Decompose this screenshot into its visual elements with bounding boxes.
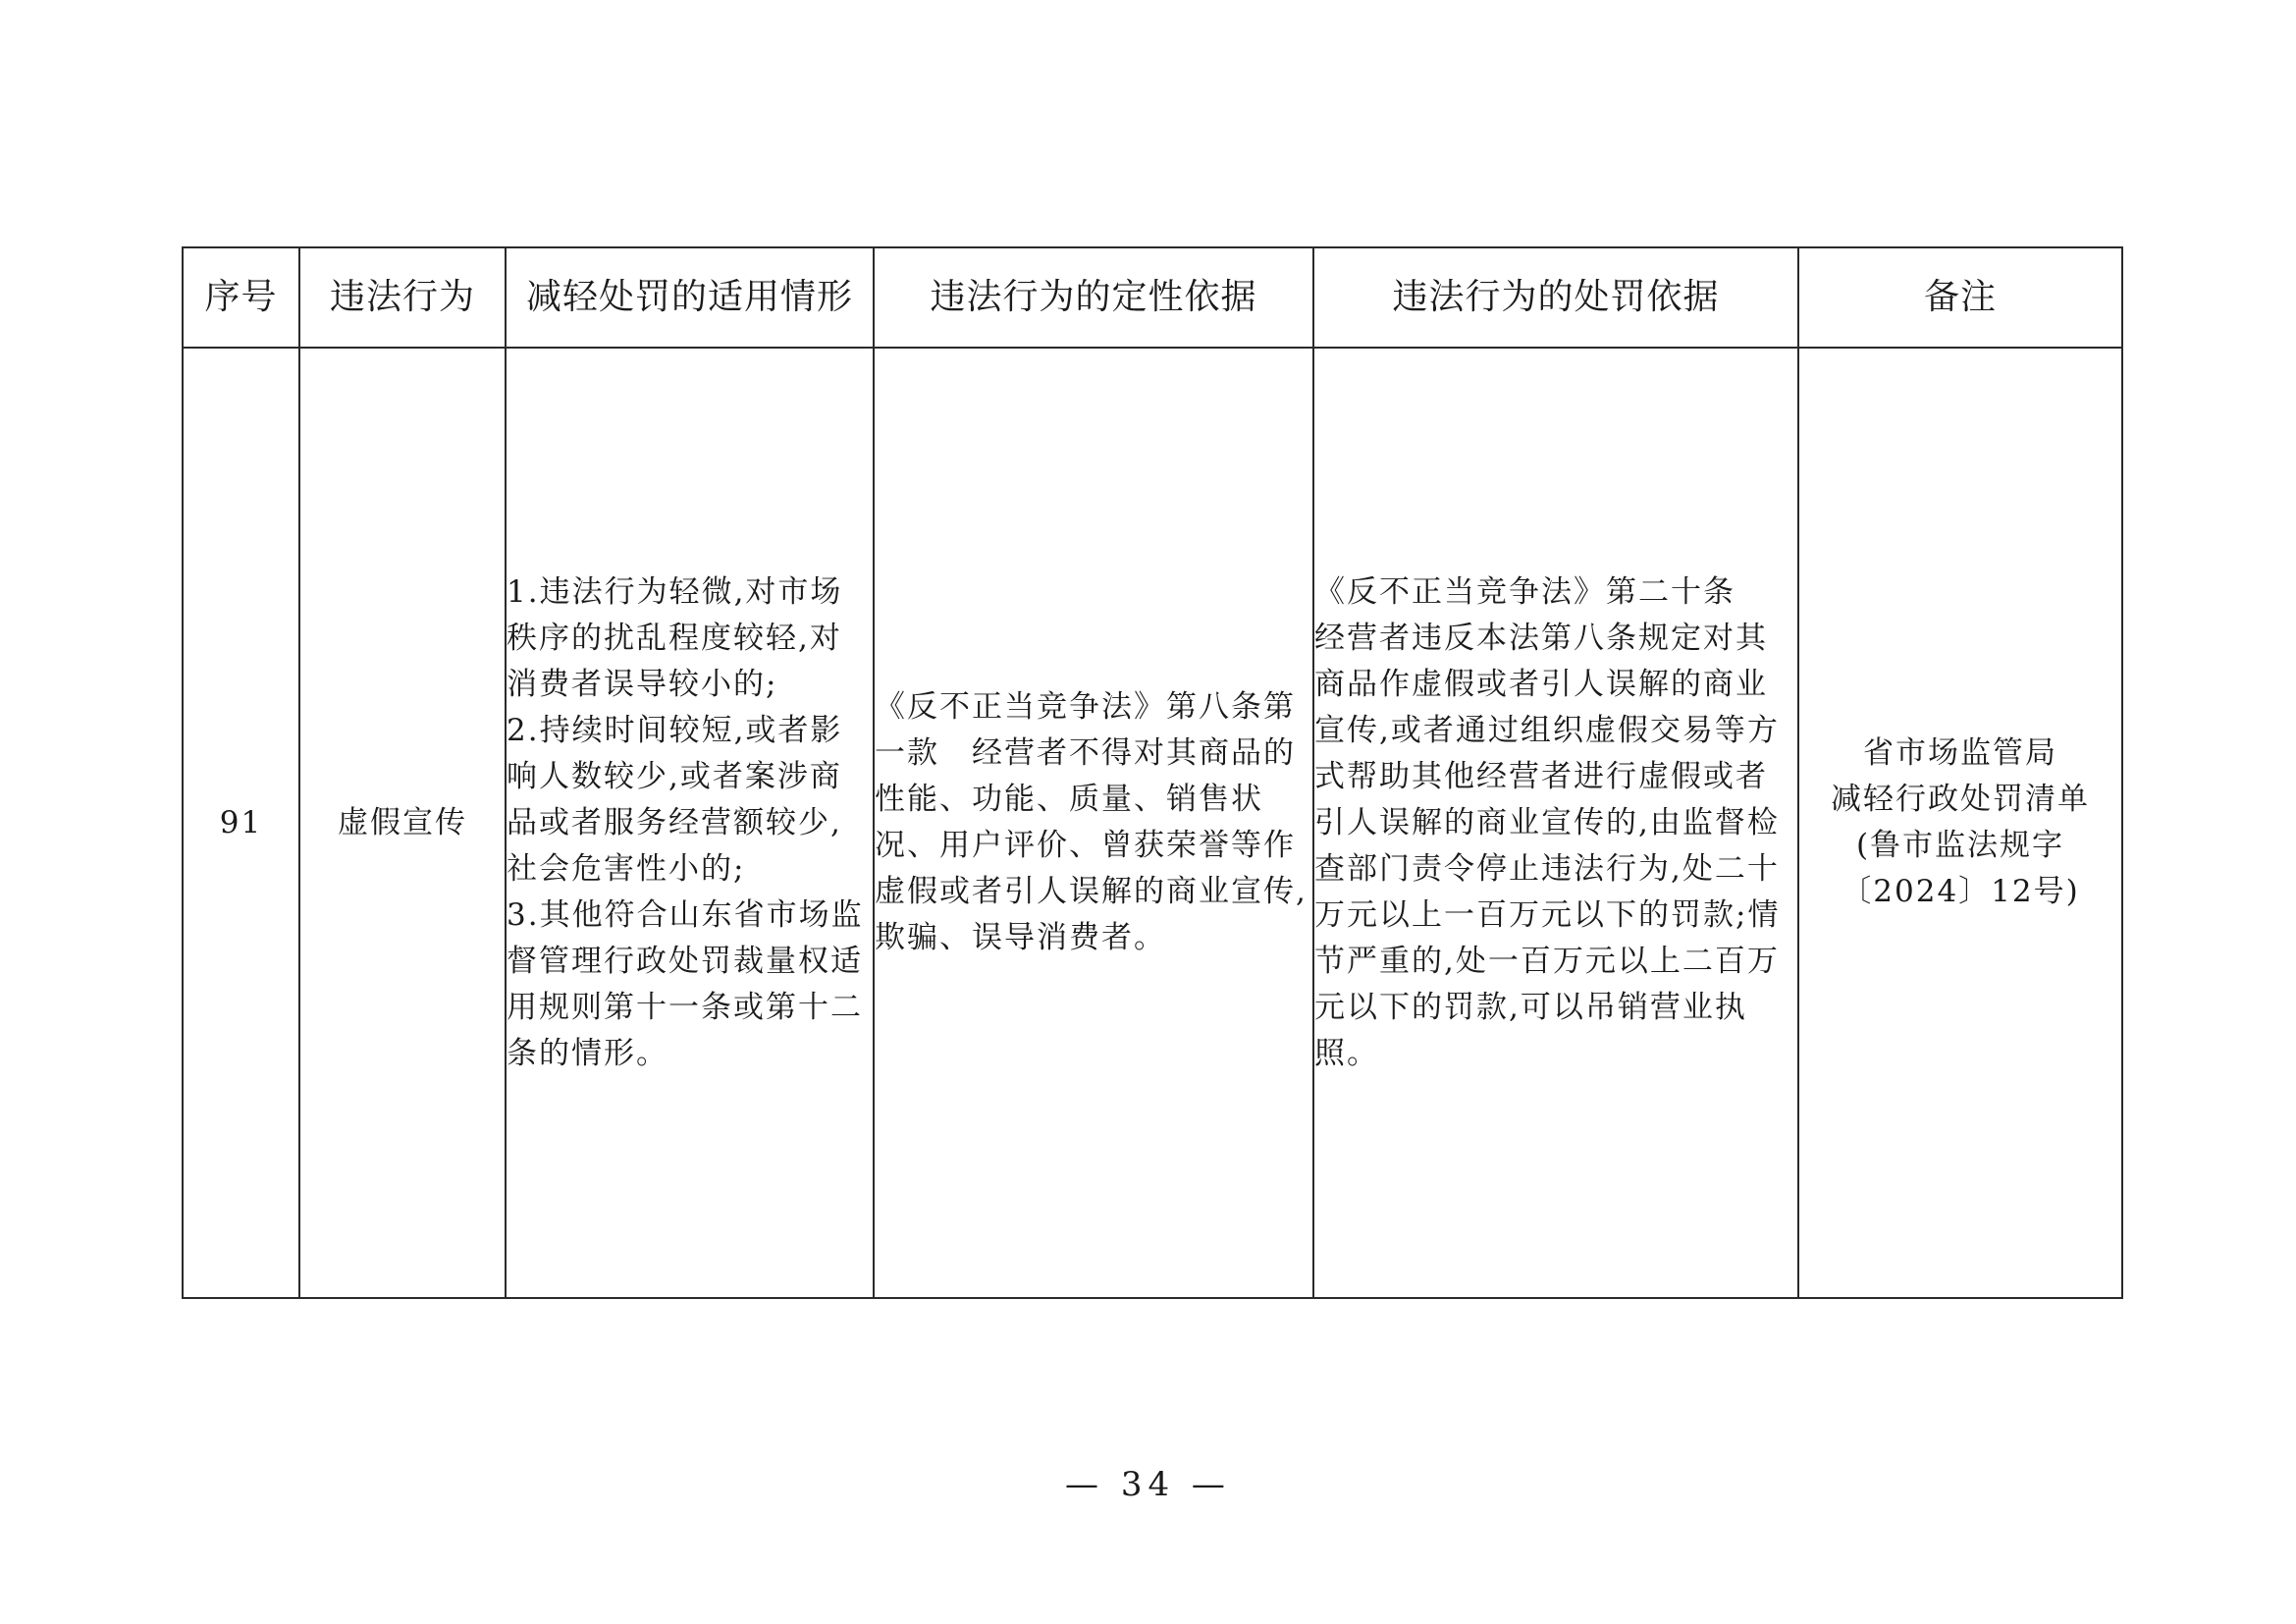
cell-serial-number: 91	[183, 348, 299, 1298]
table-row	[183, 348, 2122, 1298]
header-remarks: 备注	[1798, 247, 2122, 348]
header-penalty-basis: 违法行为的处罚依据	[1313, 247, 1798, 348]
table-header	[183, 247, 2122, 348]
header-qualitative-basis: 违法行为的定性依据	[874, 247, 1313, 348]
penalty-reduction-table	[182, 246, 2123, 1299]
circumstance-item: 2.持续时间较短,或者影响人数较少,或者案涉商品或者服务经营额较少,社会危害性小的;	[507, 712, 843, 887]
cell-violation: 虚假宣传	[299, 348, 506, 1298]
header-serial-number: 序号	[183, 247, 299, 348]
circumstance-item: 3.其他符合山东省市场监督管理行政处罚裁量权适用规则第十一条或第十二条的情形。	[507, 896, 864, 1071]
cell-remarks	[1798, 348, 2122, 1298]
remark-line: 省市场监管局	[1863, 735, 2057, 771]
header-applicable-circumstances: 减轻处罚的适用情形	[506, 247, 874, 348]
header-violation: 违法行为	[299, 247, 506, 348]
cell-penalty-basis: 《反不正当竞争法》第二十条 经营者违反本法第八条规定对其商品作虚假或者引人误解的商业宣传,或者通过组织虚假交易等方式帮助其他经营者进行虚假或者引人误解的商业宣传的,由监督检查部门责令停止违法行为,处二十万元以上一百万元以下的罚款;情节严重的,处一百万元以上二百万元以下的罚款,可以吊销营业执照。	[1313, 348, 1798, 1298]
remark-line: 减轻行政处罚清单	[1831, 782, 2090, 817]
remark-line: (鲁市监法规字	[1855, 828, 2065, 863]
circumstance-item: 1.违法行为轻微,对市场秩序的扰乱程度较轻,对消费者误导较小的;	[507, 573, 843, 702]
cell-applicable-circumstances	[506, 348, 874, 1298]
cell-qualitative-basis: 《反不正当竞争法》第八条第一款 经营者不得对其商品的性能、功能、质量、销售状况、用户评价、曾获荣誉等作虚假或者引人误解的商业宣传,欺骗、误导消费者。	[874, 348, 1313, 1298]
header-row	[183, 247, 2122, 348]
page-number: — 34 —	[1065, 1465, 1231, 1504]
remark-line: 〔2024〕12号)	[1841, 874, 2080, 909]
